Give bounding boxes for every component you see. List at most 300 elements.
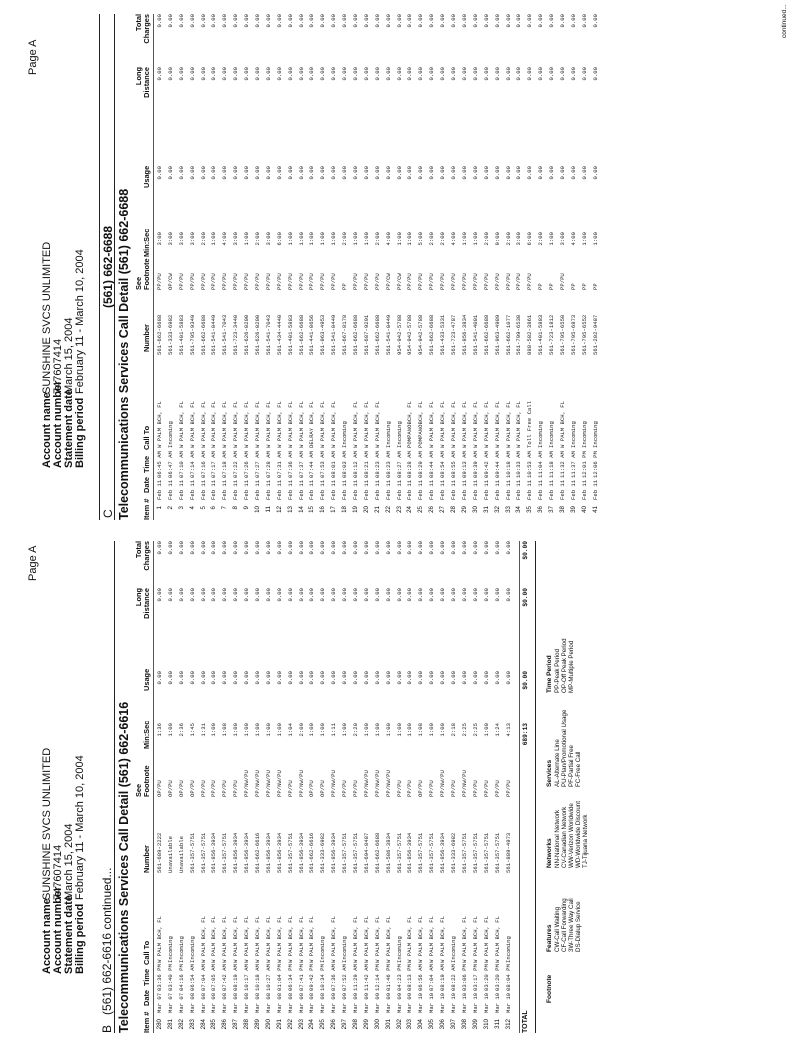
cell-minsec: 1:00 bbox=[297, 232, 305, 246]
cell-total: 0.00 bbox=[286, 14, 294, 28]
cell-usage: 0.00 bbox=[504, 671, 512, 685]
cell-usage: 0.00 bbox=[471, 671, 479, 685]
cell-item: 19 bbox=[352, 506, 360, 513]
cell-total: 0.00 bbox=[482, 14, 490, 28]
cell-minsec: 1:00 bbox=[580, 232, 588, 246]
cell-date: Mar 08 bbox=[286, 992, 294, 1013]
cell-item: 280 bbox=[156, 1019, 163, 1030]
cell-minsec: 1:24 bbox=[493, 723, 501, 737]
cell-total: 0.00 bbox=[384, 541, 392, 555]
cell-minsec: 1:00 bbox=[362, 723, 370, 737]
cell-date: Mar 08 bbox=[188, 992, 196, 1013]
cell-time: 11:29 AM bbox=[352, 964, 360, 991]
cell-item: 4 bbox=[188, 506, 196, 510]
cell-callto: W PALM BCH, FL bbox=[362, 401, 370, 448]
cell-usage: 0.00 bbox=[286, 671, 294, 685]
cell-item: 36 bbox=[537, 506, 545, 513]
cell-total: 0.00 bbox=[352, 14, 360, 28]
total-minsec: 689:13 bbox=[522, 723, 529, 746]
cell-date: Mar 08 bbox=[308, 992, 316, 1013]
cell-minsec: 1:00 bbox=[210, 723, 218, 737]
cell-number: 561-963-4953 bbox=[319, 314, 327, 355]
cell-footnote: OP/PU bbox=[417, 780, 425, 797]
cell-time: 08:19 AM bbox=[232, 964, 240, 991]
cell-total: 0.00 bbox=[439, 14, 447, 28]
cell-long: 0.00 bbox=[352, 588, 360, 602]
cell-footnote: PP/PU bbox=[558, 273, 566, 290]
cell-minsec: 1:11 bbox=[330, 723, 338, 737]
cell-time: 11:37 AM bbox=[569, 451, 577, 478]
cell-date: Mar 09 bbox=[373, 992, 381, 1013]
cell-callto: W PALM BCH, FL bbox=[264, 916, 272, 963]
table-row bbox=[307, 541, 318, 1033]
cell-usage: 0.00 bbox=[450, 166, 458, 180]
legend-item: FC-Free Call bbox=[575, 751, 582, 787]
table-row bbox=[166, 14, 177, 520]
cell-long: 0.00 bbox=[450, 588, 458, 602]
cell-total: 0.00 bbox=[243, 541, 251, 555]
col-see: See bbox=[134, 783, 143, 797]
cell-time: 10:18 AM bbox=[254, 964, 262, 991]
cell-item: 286 bbox=[221, 1019, 229, 1030]
cell-footnote: PP/PU bbox=[352, 273, 360, 290]
total-usage: $0.00 bbox=[522, 671, 529, 690]
cell-usage: 0.00 bbox=[177, 166, 185, 180]
cell-callto: Toll Free Call bbox=[526, 401, 534, 448]
cell-date: Feb 11 bbox=[232, 479, 240, 500]
cell-number: 561-357-5751 bbox=[471, 832, 479, 873]
cell-time: 07:10 AM bbox=[177, 451, 185, 478]
cell-usage: 0.00 bbox=[428, 671, 436, 685]
cell-time: 11:42 AM bbox=[362, 964, 370, 991]
cell-usage: 0.00 bbox=[373, 166, 381, 180]
cell-total: 0.00 bbox=[275, 14, 283, 28]
cell-date: Feb 11 bbox=[264, 479, 272, 500]
table-row bbox=[242, 14, 253, 520]
cell-number: 561-662-6616 bbox=[308, 832, 316, 873]
cell-long: 0.00 bbox=[264, 67, 272, 81]
cell-item: 5 bbox=[199, 506, 207, 510]
cell-minsec: 1:00 bbox=[308, 723, 316, 737]
cell-date: Mar 10 bbox=[417, 992, 425, 1013]
cell-long: 0.00 bbox=[243, 67, 251, 81]
legend-item: TJ-Tijuana Network bbox=[582, 814, 589, 868]
cell-total: 0.00 bbox=[264, 541, 272, 555]
cell-number: 561-662-6688 bbox=[428, 314, 436, 355]
cell-total: 0.00 bbox=[177, 541, 185, 555]
cell-number: 561-856-3834 bbox=[460, 314, 468, 355]
cell-item: 11 bbox=[264, 506, 272, 513]
table-row bbox=[351, 14, 362, 520]
table-row bbox=[329, 541, 340, 1033]
cell-minsec: 1:00 bbox=[264, 723, 272, 737]
total-bottom-rule bbox=[535, 541, 536, 1033]
cell-time: 08:55 AM bbox=[450, 451, 458, 478]
table-row bbox=[438, 14, 449, 520]
cell-number: 561-357-5751 bbox=[493, 832, 501, 873]
cell-minsec: 1:36 bbox=[156, 723, 163, 737]
cell-date: Feb 11 bbox=[199, 479, 207, 500]
cell-long: 0.00 bbox=[482, 67, 490, 81]
cell-date: Feb 11 bbox=[308, 479, 316, 500]
cell-footnote: PP/PU bbox=[515, 273, 523, 290]
cell-item: 37 bbox=[548, 506, 556, 513]
cell-number: 561-333-6982 bbox=[319, 832, 327, 873]
cell-item: 311 bbox=[493, 1019, 501, 1029]
cell-long: 0.00 bbox=[493, 67, 501, 81]
cell-date: Feb 11 bbox=[188, 479, 196, 500]
table-row bbox=[416, 541, 427, 1033]
cell-item: 304 bbox=[417, 1019, 425, 1030]
right-section-heading bbox=[100, 14, 114, 520]
cell-minsec: 1:31 bbox=[199, 723, 207, 737]
table-row bbox=[536, 14, 547, 520]
cell-long: 0.00 bbox=[395, 588, 403, 602]
col-date: Date bbox=[142, 989, 151, 1006]
cell-usage: 0.00 bbox=[243, 166, 251, 180]
cell-total: 0.00 bbox=[362, 541, 370, 555]
cell-date: Mar 08 bbox=[297, 992, 305, 1013]
cell-item: 22 bbox=[384, 506, 392, 513]
cell-callto: W PALM BCH, FL bbox=[156, 916, 163, 963]
account-number-label: Account number bbox=[52, 886, 64, 974]
cell-item: 28 bbox=[450, 506, 458, 513]
cell-number: 561-662-6688 bbox=[482, 314, 490, 355]
table-row bbox=[242, 541, 253, 1033]
cell-footnote: PP/PU bbox=[341, 780, 349, 797]
cell-footnote: PP/PU bbox=[395, 780, 403, 797]
cell-item: 308 bbox=[460, 1019, 468, 1030]
cell-number: 561-357-5751 bbox=[188, 832, 196, 873]
cell-usage: 0.00 bbox=[166, 671, 174, 685]
cell-callto: Incoming bbox=[188, 936, 196, 963]
cell-callto: W PALM BCH, FL bbox=[188, 401, 196, 448]
cell-minsec: 1:00 bbox=[428, 723, 436, 737]
cell-time: 09:42 AM bbox=[482, 451, 490, 478]
cell-usage: 0.00 bbox=[504, 166, 512, 180]
cell-date: Mar 09 bbox=[352, 992, 360, 1013]
cell-usage: 0.00 bbox=[406, 166, 414, 180]
cell-item: 15 bbox=[308, 506, 316, 513]
table-row bbox=[155, 14, 166, 520]
cell-item: 285 bbox=[210, 1019, 218, 1030]
cell-item: 12 bbox=[275, 506, 283, 513]
cell-time: 07:42 AM bbox=[221, 964, 229, 991]
cell-minsec: 1:00 bbox=[384, 723, 392, 737]
cell-callto: W PALM BCH, FL bbox=[450, 401, 458, 448]
cell-footnote: OP/PU bbox=[177, 780, 185, 797]
cell-minsec: 3:00 bbox=[166, 232, 174, 246]
cell-usage: 0.00 bbox=[417, 671, 425, 685]
cell-callto: POMPANOBCH, FL bbox=[406, 401, 414, 448]
cell-total: 0.00 bbox=[558, 14, 566, 28]
cell-usage: 0.00 bbox=[537, 166, 545, 180]
cell-usage: 0.00 bbox=[308, 166, 316, 180]
cell-long: 0.00 bbox=[254, 67, 262, 81]
cell-minsec: 6:00 bbox=[526, 232, 534, 246]
cell-long: 0.00 bbox=[384, 588, 392, 602]
cell-item: 40 bbox=[580, 506, 588, 513]
cell-long: 0.00 bbox=[526, 67, 534, 81]
cell-time: 07:31 AM bbox=[275, 451, 283, 478]
cell-total: 0.00 bbox=[504, 14, 512, 28]
cell-item: 18 bbox=[341, 506, 349, 513]
cell-long: 0.00 bbox=[373, 67, 381, 81]
cell-usage: 0.00 bbox=[395, 166, 403, 180]
cell-time: 04:16 PM bbox=[177, 964, 185, 991]
cell-minsec: 2:00 bbox=[341, 232, 349, 246]
table-row bbox=[286, 14, 297, 520]
cell-minsec: 1:00 bbox=[395, 723, 403, 737]
cell-total: 0.00 bbox=[156, 14, 163, 28]
cell-total: 0.00 bbox=[243, 14, 251, 28]
table-row bbox=[264, 541, 275, 1033]
cell-footnote: PP/NW/PU bbox=[297, 770, 305, 797]
table-row bbox=[504, 14, 515, 520]
cell-time: 07:22 AM bbox=[232, 451, 240, 478]
cell-minsec: 1:00 bbox=[352, 232, 360, 246]
cell-footnote: PP/PU bbox=[504, 780, 512, 797]
table-row bbox=[395, 14, 406, 520]
cell-footnote: PP/NW/PU bbox=[362, 770, 370, 797]
col-distance: Distance bbox=[142, 588, 151, 619]
table-row bbox=[362, 14, 373, 520]
cell-minsec: 3:00 bbox=[264, 232, 272, 246]
left-call-table bbox=[155, 541, 514, 1033]
cell-number: 561-357-5751 bbox=[341, 832, 349, 873]
cell-date: Mar 09 bbox=[384, 992, 392, 1013]
cell-number: 561-662-6688 bbox=[373, 832, 381, 873]
cell-usage: 0.00 bbox=[580, 166, 588, 180]
cell-item: 299 bbox=[362, 1019, 370, 1030]
cell-date: Mar 09 bbox=[330, 992, 338, 1013]
table-row bbox=[405, 14, 416, 520]
cell-item: 25 bbox=[417, 506, 425, 513]
table-row bbox=[384, 541, 395, 1033]
cell-footnote: PP/PU bbox=[493, 780, 501, 797]
cell-time: 07:41 PM bbox=[297, 964, 305, 991]
cell-item: 23 bbox=[395, 506, 403, 513]
table-row bbox=[264, 14, 275, 520]
cell-date: Feb 11 bbox=[341, 479, 349, 500]
table-row bbox=[525, 14, 536, 520]
cell-usage: 0.00 bbox=[515, 166, 523, 180]
cell-long: 0.00 bbox=[188, 67, 196, 81]
cell-footnote: PP/CW bbox=[395, 273, 403, 290]
cell-date: Mar 10 bbox=[460, 992, 468, 1013]
cell-time: 03:17 PM bbox=[471, 964, 479, 991]
cell-long: 0.00 bbox=[232, 588, 240, 602]
cell-number: 561-333-6982 bbox=[166, 314, 174, 355]
cell-time: 07:04 AM bbox=[199, 964, 207, 991]
cell-callto: W PALM BCH, FL bbox=[439, 916, 447, 963]
cell-long: 0.00 bbox=[362, 67, 370, 81]
cell-date: Feb 11 bbox=[428, 479, 436, 500]
left-column-headers bbox=[134, 541, 152, 1033]
cell-time: 08:04 PM bbox=[504, 964, 512, 991]
cell-long: 0.00 bbox=[460, 588, 468, 602]
cell-date: Mar 10 bbox=[471, 992, 479, 1013]
cell-item: 310 bbox=[482, 1019, 490, 1030]
cell-minsec: 4:00 bbox=[221, 232, 229, 246]
table-row bbox=[307, 14, 318, 520]
cell-number: 561-541-0449 bbox=[210, 314, 218, 355]
cell-total: 0.00 bbox=[221, 14, 229, 28]
cell-total: 0.00 bbox=[319, 541, 327, 555]
cell-time: 04:23 PM bbox=[395, 964, 403, 991]
cell-callto: W PALM BCH, FL bbox=[286, 401, 294, 448]
cell-callto: W PALM BCH, FL bbox=[254, 916, 262, 963]
cell-footnote: PP/PU bbox=[482, 780, 490, 797]
cell-long: 0.00 bbox=[362, 588, 370, 602]
cell-footnote: PP/PU bbox=[526, 273, 534, 290]
cell-long: 0.00 bbox=[537, 67, 545, 81]
cell-footnote: PP/PU bbox=[330, 273, 338, 290]
cell-total: 0.00 bbox=[199, 541, 207, 555]
cell-long: 0.00 bbox=[199, 67, 207, 81]
cell-number: 561-667-8178 bbox=[341, 314, 349, 355]
account-name-value: SUNSHINE SVCS UNLIMITED bbox=[41, 747, 53, 900]
table-row bbox=[253, 14, 264, 520]
cell-total: 0.00 bbox=[580, 14, 588, 28]
cell-usage: 0.00 bbox=[439, 671, 447, 685]
cell-item: 296 bbox=[330, 1019, 338, 1030]
cell-time: 07:36 AM bbox=[330, 964, 338, 991]
cell-callto: W PALM BCH, FL bbox=[330, 401, 338, 448]
col-long: Long bbox=[134, 588, 143, 607]
cell-total: 0.00 bbox=[199, 14, 207, 28]
cell-usage: 0.00 bbox=[221, 166, 229, 180]
table-row bbox=[569, 14, 580, 520]
cell-number: 561-441-0656 bbox=[308, 314, 316, 355]
cell-long: 0.00 bbox=[210, 588, 218, 602]
cell-total: 0.00 bbox=[330, 541, 338, 555]
cell-number: 561-795-6550 bbox=[558, 314, 566, 355]
legend-item: CW-Call Waiting bbox=[554, 906, 561, 952]
cell-callto: Incoming bbox=[548, 421, 556, 448]
cell-minsec: 3:00 bbox=[156, 232, 163, 246]
cell-long: 0.00 bbox=[580, 67, 588, 81]
cell-usage: 0.00 bbox=[384, 166, 392, 180]
cell-number: 561-856-3934 bbox=[275, 832, 283, 873]
table-row bbox=[580, 14, 591, 520]
cell-number: 561-357-5751 bbox=[286, 832, 294, 873]
cell-total: 0.00 bbox=[341, 14, 349, 28]
cell-callto: W PALM BCH, FL bbox=[254, 401, 262, 448]
cell-total: 0.00 bbox=[221, 541, 229, 555]
cell-footnote: PP/PU bbox=[352, 780, 360, 797]
cell-usage: 0.00 bbox=[395, 671, 403, 685]
cell-usage: 0.00 bbox=[210, 166, 218, 180]
cell-callto: Incoming bbox=[395, 936, 403, 963]
cell-total: 0.00 bbox=[232, 14, 240, 28]
cell-item: 1 bbox=[156, 506, 163, 510]
cell-total: 0.00 bbox=[395, 14, 403, 28]
cell-minsec: 1:00 bbox=[286, 232, 294, 246]
cell-long: 0.00 bbox=[221, 67, 229, 81]
cell-callto: W PALM BCH, FL bbox=[384, 916, 392, 963]
total-charges: $0.00 bbox=[522, 541, 529, 560]
cell-total: 0.00 bbox=[493, 14, 501, 28]
col-time: Time bbox=[142, 968, 151, 986]
legend-item: DS-Dialup Service bbox=[575, 901, 582, 952]
cell-callto: W PALM BCH, FL bbox=[243, 401, 251, 448]
cell-footnote: PP/PU bbox=[308, 273, 316, 290]
cell-date: Mar 10 bbox=[493, 992, 501, 1013]
cell-minsec: 2:00 bbox=[254, 232, 262, 246]
cell-callto: W PALM BCH, FL bbox=[493, 916, 501, 963]
cell-date: Feb 11 bbox=[330, 479, 338, 500]
cell-minsec: 2:18 bbox=[450, 723, 458, 737]
cell-time: 07:44 AM bbox=[308, 451, 316, 478]
cell-total: 0.00 bbox=[504, 541, 512, 555]
cell-date: Feb 11 bbox=[558, 479, 566, 500]
cell-usage: 0.00 bbox=[591, 166, 599, 180]
cell-callto: Incoming bbox=[166, 936, 174, 963]
legend-networks: Networks NN-National Network CV-Canadian Network WW-Verizon Worldwide WD-Worldwide Discount TJ-Tijuana Network bbox=[546, 801, 589, 868]
cell-date: Mar 08 bbox=[221, 992, 229, 1013]
cell-item: 27 bbox=[439, 506, 447, 513]
cell-footnote: PP/PU bbox=[286, 780, 294, 797]
cell-number: 561-795-6873 bbox=[569, 314, 577, 355]
cell-time: 07:18 AM bbox=[221, 451, 229, 478]
cell-long: 0.00 bbox=[275, 588, 283, 602]
cell-footnote: PP/PU bbox=[450, 273, 458, 290]
cell-footnote: PP/NW/PU bbox=[264, 770, 272, 797]
cell-callto: POMPANOBCH, FL bbox=[417, 401, 425, 448]
cell-minsec: 2:00 bbox=[439, 232, 447, 246]
cell-footnote: PP bbox=[341, 283, 349, 290]
legend-item: PP-Peak Period bbox=[554, 648, 561, 693]
cell-callto: W PALM BCH, FL bbox=[373, 401, 381, 448]
left-total-row bbox=[522, 541, 534, 1033]
cell-long: 0.00 bbox=[308, 588, 316, 602]
cell-time: 07:04 AM bbox=[428, 964, 436, 991]
cell-long: 0.00 bbox=[558, 67, 566, 81]
cell-long: 0.00 bbox=[384, 67, 392, 81]
cell-total: 0.00 bbox=[308, 541, 316, 555]
cell-date: Mar 08 bbox=[210, 992, 218, 1013]
cell-footnote: PP/PU bbox=[177, 273, 185, 290]
cell-item: 294 bbox=[308, 1019, 316, 1030]
cell-minsec: 1:00 bbox=[548, 232, 556, 246]
cell-total: 0.00 bbox=[286, 541, 294, 555]
cell-footnote: PP/PU bbox=[199, 273, 207, 290]
cell-number: 561-357-5751 bbox=[460, 832, 468, 873]
cell-callto: Incoming bbox=[166, 421, 174, 448]
cell-item: 282 bbox=[177, 1019, 185, 1030]
cell-date: Feb 11 bbox=[297, 479, 305, 500]
cell-date: Mar 07 bbox=[177, 992, 185, 1013]
cell-minsec: 1:04 bbox=[286, 723, 294, 737]
table-row bbox=[482, 541, 493, 1033]
cell-total: 0.00 bbox=[188, 541, 196, 555]
cell-long: 0.00 bbox=[232, 67, 240, 81]
cell-minsec: 1:00 bbox=[471, 232, 479, 246]
cell-time: 07:27 AM bbox=[254, 451, 262, 478]
cell-footnote: PP/PU bbox=[460, 273, 468, 290]
cell-total: 0.00 bbox=[362, 14, 370, 28]
cell-usage: 0.00 bbox=[493, 671, 501, 685]
cell-date: Feb 11 bbox=[417, 479, 425, 500]
cell-long: 0.00 bbox=[504, 588, 512, 602]
table-row bbox=[209, 541, 220, 1033]
cell-time: 06:34 PM bbox=[286, 964, 294, 991]
cell-callto: Incoming bbox=[341, 936, 349, 963]
total-label: TOTAL bbox=[522, 1010, 529, 1033]
table-row bbox=[405, 541, 416, 1033]
cell-date: Mar 09 bbox=[341, 992, 349, 1013]
